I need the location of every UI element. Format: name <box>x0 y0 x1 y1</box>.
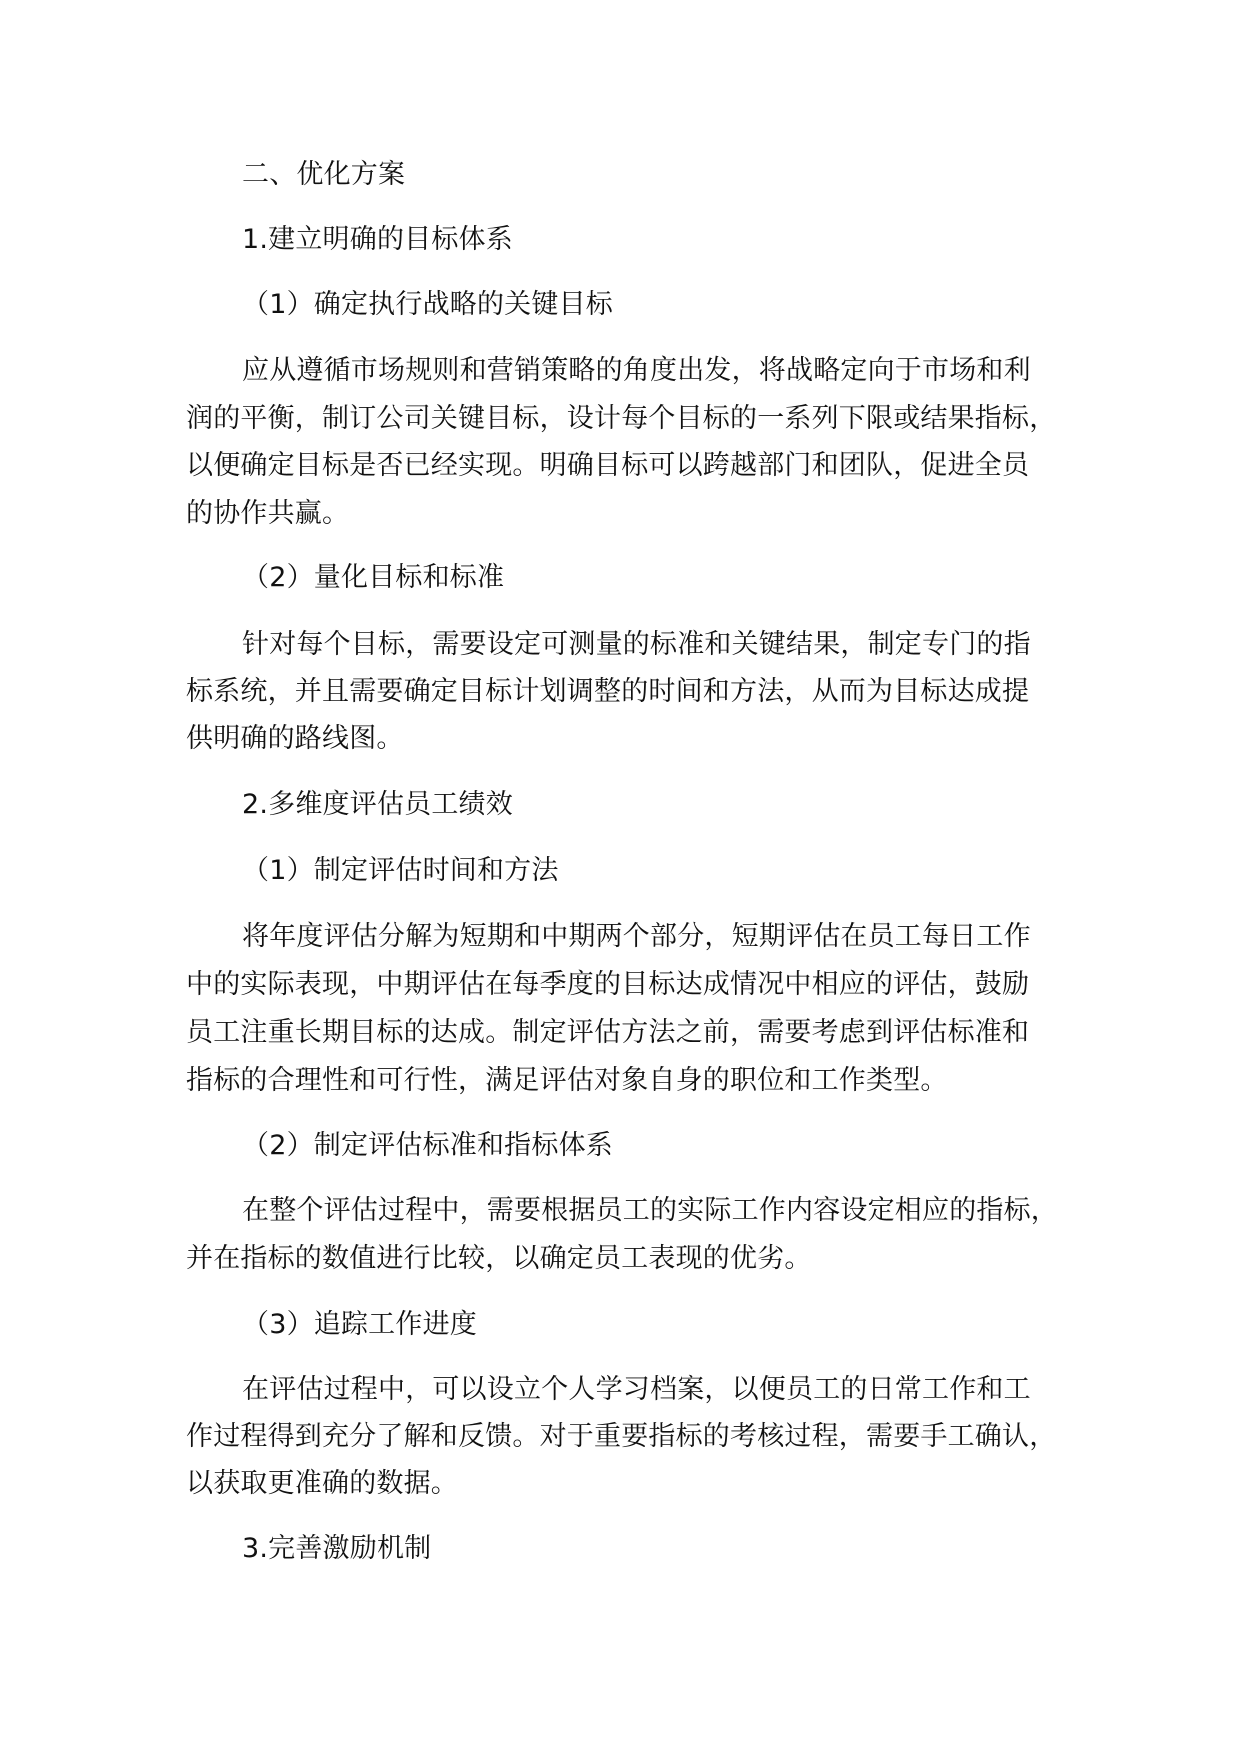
paragraph-line: 标系统，并且需要确定目标计划调整的时间和方法，从而为目标达成提 <box>186 676 1030 707</box>
subsection-heading: 3.完善激励机制 <box>242 1533 432 1564</box>
subsection-heading: 2.多维度评估员工绩效 <box>242 789 513 820</box>
paragraph-line: 指标的合理性和可行性，满足评估对象自身的职位和工作类型。 <box>186 1065 948 1096</box>
paragraph-line: 针对每个目标，需要设定可测量的标准和关键结果，制定专门的指 <box>242 629 1031 660</box>
paragraph-line: 员工注重长期目标的达成。制定评估方法之前，需要考虑到评估标准和 <box>186 1017 1030 1048</box>
paragraph-line: 并在指标的数值进行比较，以确定员工表现的优劣。 <box>186 1243 812 1274</box>
section-heading: 二、优化方案 <box>242 159 406 190</box>
item-heading: （2）量化目标和标准 <box>242 562 505 593</box>
paragraph-line: 中的实际表现，中期评估在每季度的目标达成情况中相应的评估，鼓励 <box>186 969 1030 1000</box>
item-heading: （1）制定评估时间和方法 <box>242 855 559 886</box>
subsection-heading: 1.建立明确的目标体系 <box>242 224 513 255</box>
item-heading: （3）追踪工作进度 <box>242 1309 477 1340</box>
item-heading: （1）确定执行战略的关键目标 <box>242 289 613 320</box>
paragraph-line: 作过程得到充分了解和反馈。对于重要指标的考核过程，需要手工确认， <box>186 1421 1057 1452</box>
paragraph-line: 润的平衡，制订公司关键目标，设计每个目标的一系列下限或结果指标， <box>186 403 1057 434</box>
paragraph-line: 在整个评估过程中，需要根据员工的实际工作内容设定相应的指标， <box>242 1195 1058 1226</box>
paragraph-line: 以便确定目标是否已经实现。明确目标可以跨越部门和团队，促进全员 <box>186 450 1030 481</box>
paragraph-line: 应从遵循市场规则和营销策略的角度出发，将战略定向于市场和利 <box>242 355 1031 386</box>
paragraph-line: 将年度评估分解为短期和中期两个部分，短期评估在员工每日工作 <box>242 921 1031 952</box>
paragraph-line: 以获取更准确的数据。 <box>186 1468 458 1499</box>
paragraph-line: 供明确的路线图。 <box>186 723 404 754</box>
paragraph-line: 的协作共赢。 <box>186 498 350 529</box>
item-heading: （2）制定评估标准和指标体系 <box>242 1130 613 1161</box>
paragraph-line: 在评估过程中，可以设立个人学习档案，以便员工的日常工作和工 <box>242 1374 1031 1405</box>
